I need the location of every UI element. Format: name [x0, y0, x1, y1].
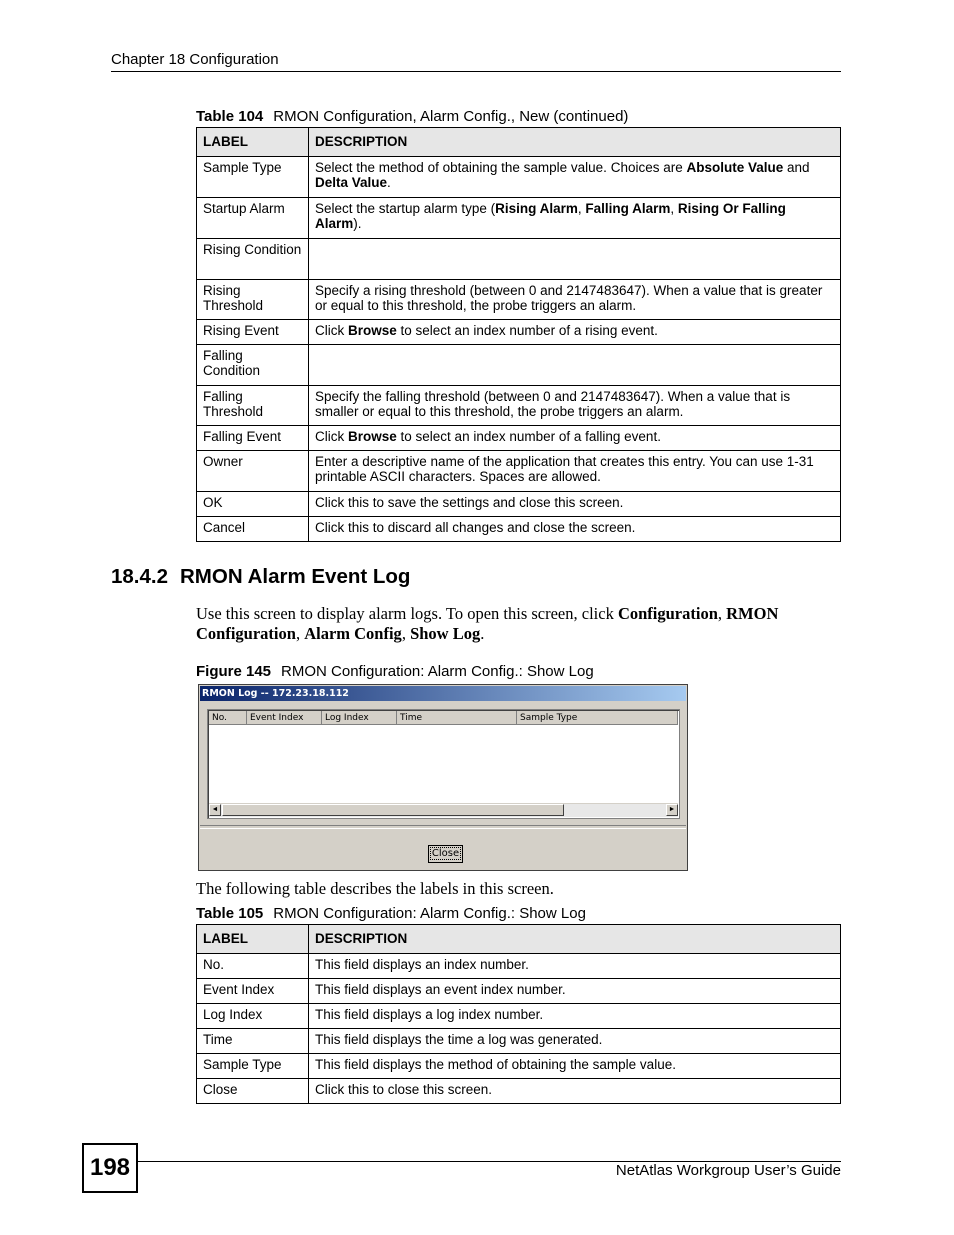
section-title: RMON Alarm Event Log — [180, 565, 411, 588]
table-row — [197, 238, 841, 279]
table-row — [197, 1053, 841, 1078]
row-label: Sample Type — [197, 156, 309, 197]
column-header-description: DESCRIPTION — [309, 128, 841, 157]
column-header-description: DESCRIPTION — [309, 925, 841, 954]
row-label: Cancel — [197, 516, 309, 541]
column-header-label: LABEL — [197, 128, 309, 157]
table-row — [197, 978, 841, 1003]
row-description: Specify the falling threshold (between 0 and 2147483647). When a value that is smaller or equal to this threshold, the probe triggers an alarm. — [309, 385, 841, 425]
guide-title: NetAtlas Workgroup User’s Guide — [615, 1162, 841, 1179]
table-row — [197, 1003, 841, 1028]
row-label: Falling Event — [197, 425, 309, 450]
row-description: This field displays the method of obtaining the sample value. — [309, 1053, 841, 1078]
figure-145-caption-number: Figure 145 — [196, 663, 272, 680]
row-description: Click this to close this screen. — [309, 1078, 841, 1103]
page-number: 198 — [82, 1143, 138, 1193]
row-label: Rising Condition — [197, 238, 309, 279]
table-104-caption — [196, 108, 628, 125]
row-description: Click this to save the settings and close this screen. — [309, 491, 841, 516]
column-no[interactable]: No. — [209, 711, 247, 725]
table-104-caption-number: Table 104 — [196, 108, 264, 125]
row-label: Rising Threshold — [197, 279, 309, 319]
table-104-caption-text: RMON Configuration, Alarm Config., New (continued) — [273, 108, 629, 125]
table-row — [197, 425, 841, 450]
row-label: No. — [197, 953, 309, 978]
close-button[interactable]: Close — [428, 845, 463, 863]
table-row — [197, 156, 841, 197]
rmon-log-window — [198, 684, 688, 871]
log-list[interactable] — [207, 709, 680, 819]
scroll-right-icon[interactable]: ► — [666, 804, 678, 816]
row-label: Close — [197, 1078, 309, 1103]
row-label: Sample Type — [197, 1053, 309, 1078]
table-row — [197, 319, 841, 344]
table-105-caption — [196, 905, 586, 922]
table-header-row — [197, 128, 841, 157]
table-row — [197, 450, 841, 491]
table-105 — [196, 924, 841, 1104]
table-row — [197, 344, 841, 385]
figure-145-caption — [196, 663, 594, 680]
table-row — [197, 491, 841, 516]
row-label: Owner — [197, 450, 309, 491]
row-label: OK — [197, 491, 309, 516]
row-description: This field displays an event index number. — [309, 978, 841, 1003]
row-description: Click Browse to select an index number of a falling event. — [309, 425, 841, 450]
header-rule — [111, 71, 841, 72]
table-104 — [196, 127, 841, 542]
table-row — [197, 1078, 841, 1103]
table-105-caption-number: Table 105 — [196, 905, 264, 922]
table-row — [197, 953, 841, 978]
row-description: Click this to discard all changes and close the screen. — [309, 516, 841, 541]
following-text: The following table describes the labels in this screen. — [196, 879, 554, 898]
row-description: Specify a rising threshold (between 0 and 2147483647). When a value that is greater or equal to this threshold, the probe triggers an alarm. — [309, 279, 841, 319]
section-number: 18.4.2 — [111, 565, 168, 588]
running-header: Chapter 18 Configuration — [111, 51, 279, 68]
table-row — [197, 516, 841, 541]
column-time[interactable]: Time — [397, 711, 517, 725]
row-description: Select the method of obtaining the sample value. Choices are Absolute Value and Delta Value. — [309, 156, 841, 197]
table-row — [197, 1028, 841, 1053]
row-description: This field displays a log index number. — [309, 1003, 841, 1028]
row-label: Event Index — [197, 978, 309, 1003]
row-description: Click Browse to select an index number of a rising event. — [309, 319, 841, 344]
row-label: Startup Alarm — [197, 197, 309, 238]
table-header-row — [197, 925, 841, 954]
scroll-thumb[interactable] — [222, 804, 564, 816]
table-row — [197, 197, 841, 238]
horizontal-scrollbar[interactable] — [209, 803, 678, 817]
table-row — [197, 279, 841, 319]
window-title-bar: RMON Log -- 172.23.18.112 — [200, 686, 686, 701]
row-label: Rising Event — [197, 319, 309, 344]
column-sample-type[interactable]: Sample Type — [517, 711, 678, 725]
row-label: Time — [197, 1028, 309, 1053]
column-event-index[interactable]: Event Index — [247, 711, 322, 725]
column-header-label: LABEL — [197, 925, 309, 954]
window-separator — [200, 825, 686, 829]
table-row — [197, 385, 841, 425]
row-description — [309, 238, 841, 279]
figure-145-caption-text: RMON Configuration: Alarm Config.: Show Log — [281, 663, 594, 680]
row-description: Select the startup alarm type (Rising Alarm, Falling Alarm, Rising Or Falling Alarm). — [309, 197, 841, 238]
row-description: Enter a descriptive name of the application that creates this entry. You can use 1-31 printable ASCII characters. Spaces are allowed. — [309, 450, 841, 491]
row-description: This field displays an index number. — [309, 953, 841, 978]
scroll-left-icon[interactable]: ◄ — [209, 804, 221, 816]
row-description — [309, 344, 841, 385]
row-label: Falling Threshold — [197, 385, 309, 425]
section-intro: Use this screen to display alarm logs. To open this screen, click Configuration, RMON Configuration, Alarm Config, Show Log. — [196, 604, 779, 643]
row-description: This field displays the time a log was generated. — [309, 1028, 841, 1053]
column-log-index[interactable]: Log Index — [322, 711, 397, 725]
table-105-caption-text: RMON Configuration: Alarm Config.: Show Log — [273, 905, 586, 922]
section-heading — [111, 565, 410, 589]
row-label: Falling Condition — [197, 344, 309, 385]
row-label: Log Index — [197, 1003, 309, 1028]
